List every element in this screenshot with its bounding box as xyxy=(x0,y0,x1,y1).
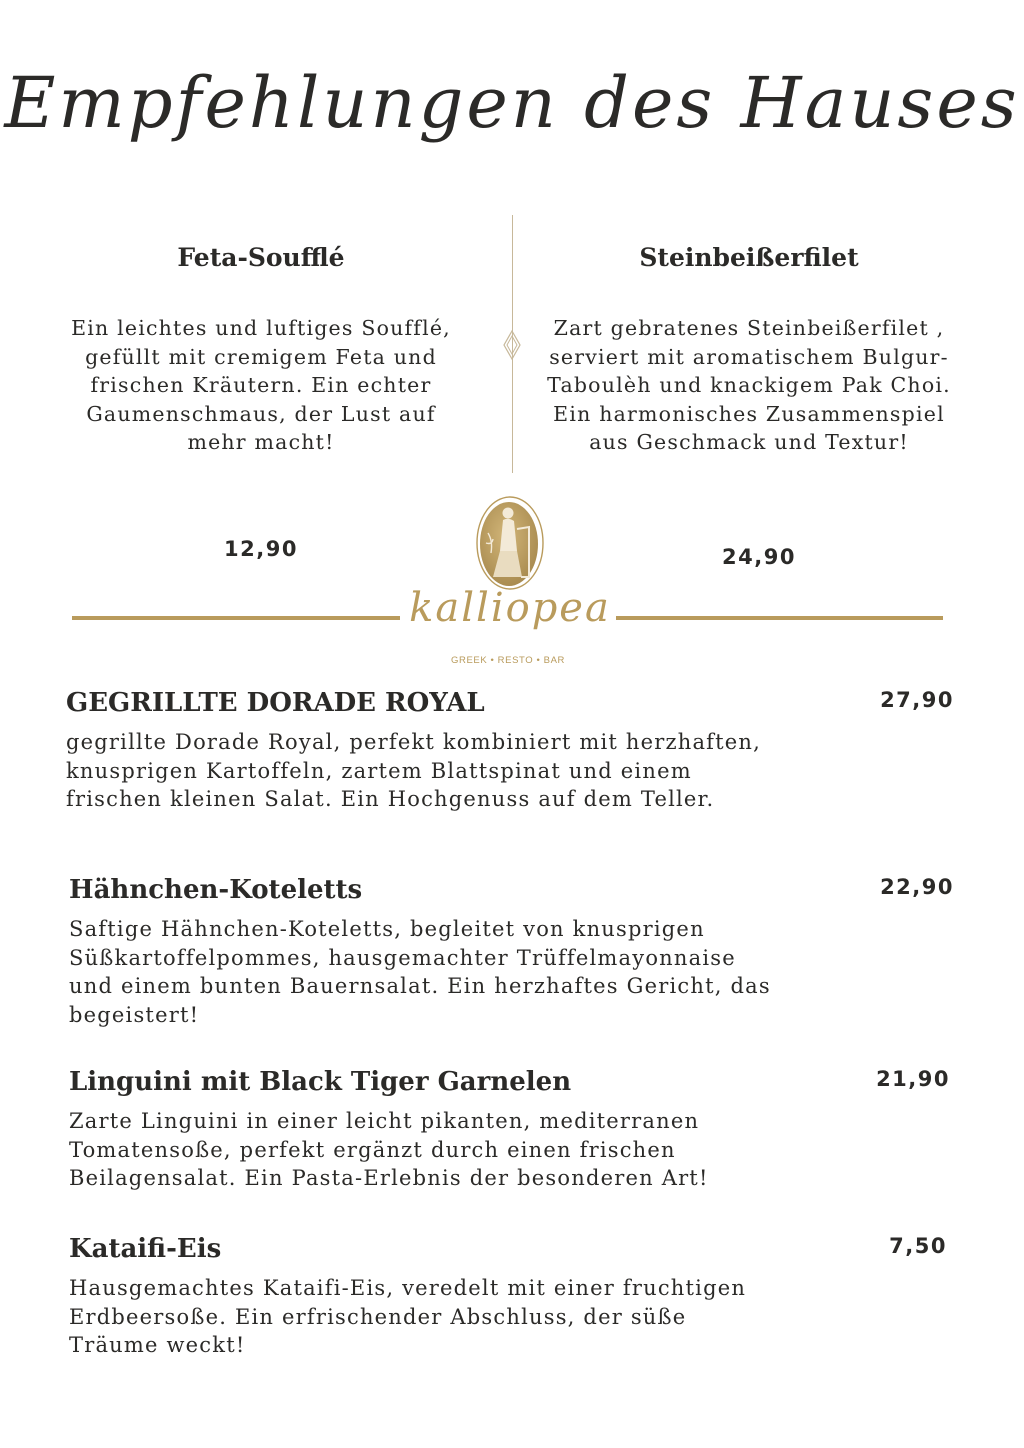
featured-description: Ein leichtes und luftiges Soufflé, gefüllt mit cremigem Feta und frischen Kräutern. Ein echter Gaumenschmaus, der Lust auf mehr macht! xyxy=(71,316,451,455)
menu-item-name: Hähnchen-Koteletts xyxy=(69,875,363,905)
menu-item-dorade xyxy=(66,688,966,814)
menu-item-haehnchen xyxy=(69,875,969,1029)
menu-item-price: 7,50 xyxy=(889,1234,947,1258)
menu-item-name: Linguini mit Black Tiger Garnelen xyxy=(69,1067,572,1097)
menu-item-price: 22,90 xyxy=(880,875,954,899)
menu-item-price: 27,90 xyxy=(880,688,954,712)
featured-item-feta xyxy=(66,243,456,573)
featured-name: Steinbeißerfilet xyxy=(639,243,859,272)
menu-item-description: Hausgemachtes Kataifi-Eis, veredelt mit einer fruchtigen Erdbeersoße. Ein erfrischender Abschluss, der süße Träume weckt! xyxy=(69,1276,747,1358)
menu-item-kataifi xyxy=(69,1234,969,1360)
menu-item-name: GEGRILLTE DORADE ROYAL xyxy=(66,688,485,718)
diamond-ornament-icon xyxy=(503,330,521,360)
menu-item-description: Zarte Linguini in einer leicht pikanten, mediterranen Tomatensoße, perfekt ergänzt durch einen frischen Beilagensalat. Ein Pasta-Erlebnis der besonderen Art! xyxy=(69,1109,709,1191)
logo-wordmark: kalliopea xyxy=(409,585,611,631)
gold-divider-left xyxy=(72,616,400,620)
page-title: Empfehlungen des Hauses xyxy=(4,62,1020,144)
gold-divider-right xyxy=(616,616,943,620)
menu-item-price: 21,90 xyxy=(876,1067,950,1091)
featured-name: Feta-Soufflé xyxy=(177,243,345,272)
logo-tagline: GREEK • RESTO • BAR xyxy=(451,655,565,666)
featured-price: 24,90 xyxy=(722,545,796,569)
menu-item-name: Kataifi-Eis xyxy=(69,1234,222,1264)
menu-item-linguini xyxy=(69,1067,969,1193)
kalliopea-logo xyxy=(405,493,615,668)
featured-price: 12,90 xyxy=(224,537,298,561)
menu-item-description: gegrillte Dorade Royal, perfekt kombiniert mit herzhaften, knusprigen Kartoffeln, zartem Blattspinat und einem frischen kleinen Salat. Ein Hochgenuss auf dem Teller. xyxy=(66,730,762,812)
featured-description: Zart gebratenes Steinbeißerfilet , serviert mit aromatischem Bulgur-Taboulèh und knackigem Pak Choi. Ein harmonisches Zusammenspiel aus Geschmack und Textur! xyxy=(547,316,951,455)
menu-item-description: Saftige Hähnchen-Koteletts, begleitet von knusprigen Süßkartoffelpommes, hausgemachter Trüffelmayonnaise und einem bunten Bauernsalat. Ein herzhaftes Gericht, das begeistert! xyxy=(69,917,771,1027)
